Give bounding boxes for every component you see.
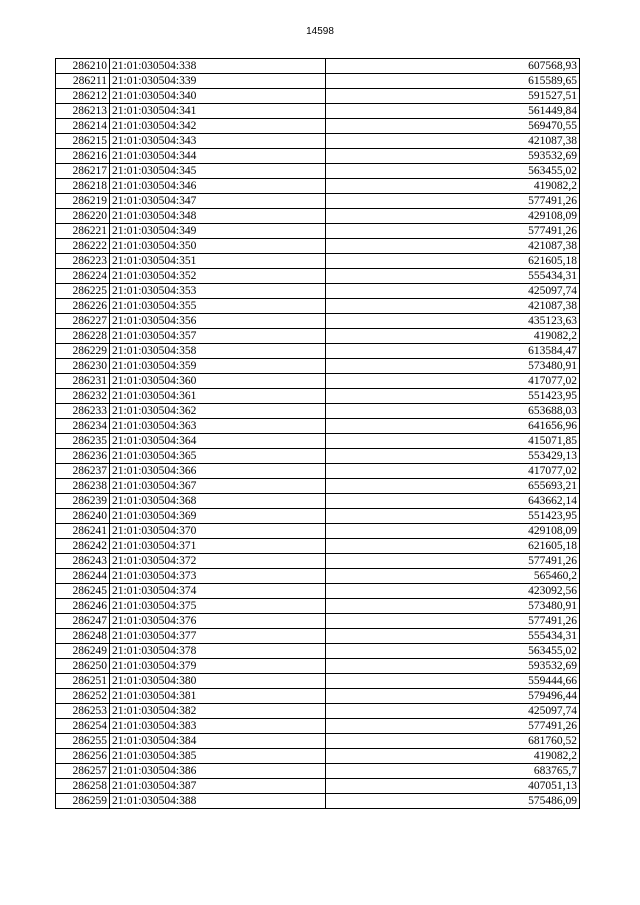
cadastral-value-cell: 551423,95: [326, 389, 580, 404]
table-row: [56, 254, 580, 269]
table-row: [56, 74, 580, 89]
row-number-cell: 286219: [56, 194, 110, 209]
cadastral-number-cell: 21:01:030504:348: [110, 209, 326, 224]
row-number-cell: 286257: [56, 764, 110, 779]
cadastral-number-cell: 21:01:030504:385: [110, 749, 326, 764]
table-row: [56, 449, 580, 464]
table-row: [56, 629, 580, 644]
row-number-cell: 286239: [56, 494, 110, 509]
cadastral-value-cell: 559444,66: [326, 674, 580, 689]
table-row: [56, 569, 580, 584]
cadastral-number-cell: 21:01:030504:387: [110, 779, 326, 794]
cadastral-number-cell: 21:01:030504:353: [110, 284, 326, 299]
cadastral-number-cell: 21:01:030504:345: [110, 164, 326, 179]
row-number-cell: 286248: [56, 629, 110, 644]
cadastral-value-cell: 421087,38: [326, 239, 580, 254]
cadastral-number-cell: 21:01:030504:377: [110, 629, 326, 644]
table-row: [56, 239, 580, 254]
table-row: [56, 599, 580, 614]
row-number-cell: 286234: [56, 419, 110, 434]
cadastral-number-cell: 21:01:030504:360: [110, 374, 326, 389]
row-number-cell: 286258: [56, 779, 110, 794]
cadastral-number-cell: 21:01:030504:376: [110, 614, 326, 629]
row-number-cell: 286227: [56, 314, 110, 329]
table-row: [56, 284, 580, 299]
table-row: [56, 59, 580, 74]
table-body: [56, 59, 580, 809]
cadastral-number-cell: 21:01:030504:361: [110, 389, 326, 404]
table-row: [56, 464, 580, 479]
cadastral-value-cell: 573480,91: [326, 359, 580, 374]
cadastral-value-cell: 643662,14: [326, 494, 580, 509]
cadastral-value-cell: 429108,09: [326, 209, 580, 224]
row-number-cell: 286230: [56, 359, 110, 374]
row-number-cell: 286250: [56, 659, 110, 674]
row-number-cell: 286226: [56, 299, 110, 314]
cadastral-value-cell: 553429,13: [326, 449, 580, 464]
table-row: [56, 794, 580, 809]
row-number-cell: 286253: [56, 704, 110, 719]
cadastral-number-cell: 21:01:030504:338: [110, 59, 326, 74]
cadastral-value-cell: 551423,95: [326, 509, 580, 524]
row-number-cell: 286237: [56, 464, 110, 479]
cadastral-value-cell: 681760,52: [326, 734, 580, 749]
cadastral-value-cell: 419082,2: [326, 749, 580, 764]
cadastral-value-cell: 641656,96: [326, 419, 580, 434]
cadastral-value-cell: 555434,31: [326, 629, 580, 644]
cadastral-value-cell: 607568,93: [326, 59, 580, 74]
cadastral-number-cell: 21:01:030504:375: [110, 599, 326, 614]
table-row: [56, 434, 580, 449]
table-row: [56, 479, 580, 494]
table-row: [56, 344, 580, 359]
row-number-cell: 286212: [56, 89, 110, 104]
table-row: [56, 644, 580, 659]
row-number-cell: 286242: [56, 539, 110, 554]
cadastral-number-cell: 21:01:030504:362: [110, 404, 326, 419]
row-number-cell: 286233: [56, 404, 110, 419]
table-row: [56, 119, 580, 134]
cadastral-value-cell: 417077,02: [326, 374, 580, 389]
row-number-cell: 286211: [56, 74, 110, 89]
table-row: [56, 494, 580, 509]
cadastral-number-cell: 21:01:030504:383: [110, 719, 326, 734]
cadastral-value-cell: 577491,26: [326, 719, 580, 734]
cadastral-number-cell: 21:01:030504:350: [110, 239, 326, 254]
cadastral-number-cell: 21:01:030504:379: [110, 659, 326, 674]
table-row: [56, 734, 580, 749]
cadastral-value-cell: 655693,21: [326, 479, 580, 494]
row-number-cell: 286215: [56, 134, 110, 149]
cadastral-value-cell: 421087,38: [326, 134, 580, 149]
table-row: [56, 419, 580, 434]
row-number-cell: 286249: [56, 644, 110, 659]
table-row: [56, 314, 580, 329]
cadastral-number-cell: 21:01:030504:344: [110, 149, 326, 164]
cadastral-value-cell: 421087,38: [326, 299, 580, 314]
row-number-cell: 286232: [56, 389, 110, 404]
cadastral-value-cell: 565460,2: [326, 569, 580, 584]
cadastral-value-cell: 577491,26: [326, 194, 580, 209]
cadastral-value-cell: 561449,84: [326, 104, 580, 119]
cadastral-number-cell: 21:01:030504:374: [110, 584, 326, 599]
cadastral-value-cell: 621605,18: [326, 254, 580, 269]
cadastral-number-cell: 21:01:030504:352: [110, 269, 326, 284]
row-number-cell: 286229: [56, 344, 110, 359]
cadastral-value-cell: 419082,2: [326, 179, 580, 194]
row-number-cell: 286217: [56, 164, 110, 179]
table-row: [56, 329, 580, 344]
row-number-cell: 286214: [56, 119, 110, 134]
cadastral-value-cell: 573480,91: [326, 599, 580, 614]
cadastral-value-cell: 417077,02: [326, 464, 580, 479]
table-row: [56, 659, 580, 674]
table-row: [56, 404, 580, 419]
cadastral-number-cell: 21:01:030504:380: [110, 674, 326, 689]
table-row: [56, 749, 580, 764]
cadastral-number-cell: 21:01:030504:346: [110, 179, 326, 194]
table-row: [56, 719, 580, 734]
cadastral-number-cell: 21:01:030504:368: [110, 494, 326, 509]
table-row: [56, 614, 580, 629]
row-number-cell: 286255: [56, 734, 110, 749]
cadastral-value-cell: 415071,85: [326, 434, 580, 449]
table-row: [56, 179, 580, 194]
cadastral-number-cell: 21:01:030504:382: [110, 704, 326, 719]
cadastral-number-cell: 21:01:030504:372: [110, 554, 326, 569]
table-row: [56, 164, 580, 179]
cadastral-value-cell: 419082,2: [326, 329, 580, 344]
table-row: [56, 509, 580, 524]
row-number-cell: 286246: [56, 599, 110, 614]
table-row: [56, 299, 580, 314]
cadastral-value-cell: 653688,03: [326, 404, 580, 419]
table-row: [56, 674, 580, 689]
cadastral-number-cell: 21:01:030504:359: [110, 359, 326, 374]
cadastral-number-cell: 21:01:030504:386: [110, 764, 326, 779]
cadastral-number-cell: 21:01:030504:340: [110, 89, 326, 104]
row-number-cell: 286256: [56, 749, 110, 764]
cadastral-number-cell: 21:01:030504:371: [110, 539, 326, 554]
cadastral-value-cell: 577491,26: [326, 614, 580, 629]
row-number-cell: 286213: [56, 104, 110, 119]
cadastral-number-cell: 21:01:030504:365: [110, 449, 326, 464]
cadastral-value-cell: 563455,02: [326, 644, 580, 659]
cadastral-value-cell: 425097,74: [326, 704, 580, 719]
table-row: [56, 704, 580, 719]
cadastral-number-cell: 21:01:030504:347: [110, 194, 326, 209]
table-row: [56, 104, 580, 119]
page-number: 14598: [306, 26, 334, 37]
row-number-cell: 286241: [56, 524, 110, 539]
cadastral-value-table: [55, 58, 580, 809]
cadastral-number-cell: 21:01:030504:355: [110, 299, 326, 314]
row-number-cell: 286243: [56, 554, 110, 569]
table-row: [56, 524, 580, 539]
row-number-cell: 286218: [56, 179, 110, 194]
cadastral-value-cell: 555434,31: [326, 269, 580, 284]
cadastral-value-cell: 613584,47: [326, 344, 580, 359]
table-row: [56, 764, 580, 779]
cadastral-number-cell: 21:01:030504:370: [110, 524, 326, 539]
cadastral-number-cell: 21:01:030504:364: [110, 434, 326, 449]
row-number-cell: 286221: [56, 224, 110, 239]
cadastral-value-cell: 575486,09: [326, 794, 580, 809]
cadastral-number-cell: 21:01:030504:369: [110, 509, 326, 524]
row-number-cell: 286247: [56, 614, 110, 629]
cadastral-value-cell: 577491,26: [326, 554, 580, 569]
table-row: [56, 554, 580, 569]
cadastral-value-cell: 579496,44: [326, 689, 580, 704]
row-number-cell: 286220: [56, 209, 110, 224]
table-row: [56, 224, 580, 239]
cadastral-number-cell: 21:01:030504:357: [110, 329, 326, 344]
cadastral-value-cell: 425097,74: [326, 284, 580, 299]
cadastral-number-cell: 21:01:030504:343: [110, 134, 326, 149]
cadastral-value-cell: 423092,56: [326, 584, 580, 599]
cadastral-number-cell: 21:01:030504:367: [110, 479, 326, 494]
row-number-cell: 286251: [56, 674, 110, 689]
cadastral-number-cell: 21:01:030504:381: [110, 689, 326, 704]
cadastral-number-cell: 21:01:030504:341: [110, 104, 326, 119]
cadastral-number-cell: 21:01:030504:373: [110, 569, 326, 584]
table-row: [56, 209, 580, 224]
cadastral-value-cell: 621605,18: [326, 539, 580, 554]
cadastral-value-cell: 683765,7: [326, 764, 580, 779]
cadastral-value-cell: 577491,26: [326, 224, 580, 239]
table-row: [56, 194, 580, 209]
row-number-cell: 286245: [56, 584, 110, 599]
cadastral-value-cell: 569470,55: [326, 119, 580, 134]
row-number-cell: 286235: [56, 434, 110, 449]
row-number-cell: 286210: [56, 59, 110, 74]
cadastral-number-cell: 21:01:030504:378: [110, 644, 326, 659]
table-row: [56, 134, 580, 149]
row-number-cell: 286252: [56, 689, 110, 704]
cadastral-number-cell: 21:01:030504:356: [110, 314, 326, 329]
row-number-cell: 286224: [56, 269, 110, 284]
row-number-cell: 286222: [56, 239, 110, 254]
table-row: [56, 689, 580, 704]
row-number-cell: 286216: [56, 149, 110, 164]
row-number-cell: 286238: [56, 479, 110, 494]
row-number-cell: 286231: [56, 374, 110, 389]
table-row: [56, 149, 580, 164]
table-row: [56, 779, 580, 794]
table-row: [56, 89, 580, 104]
cadastral-value-cell: 435123,63: [326, 314, 580, 329]
row-number-cell: 286225: [56, 284, 110, 299]
row-number-cell: 286254: [56, 719, 110, 734]
cadastral-number-cell: 21:01:030504:351: [110, 254, 326, 269]
cadastral-value-cell: 593532,69: [326, 149, 580, 164]
cadastral-number-cell: 21:01:030504:384: [110, 734, 326, 749]
cadastral-number-cell: 21:01:030504:342: [110, 119, 326, 134]
table-row: [56, 374, 580, 389]
table-row: [56, 359, 580, 374]
cadastral-number-cell: 21:01:030504:349: [110, 224, 326, 239]
row-number-cell: 286244: [56, 569, 110, 584]
cadastral-number-cell: 21:01:030504:388: [110, 794, 326, 809]
row-number-cell: 286223: [56, 254, 110, 269]
cadastral-value-cell: 591527,51: [326, 89, 580, 104]
cadastral-value-cell: 429108,09: [326, 524, 580, 539]
table-row: [56, 539, 580, 554]
table-row: [56, 389, 580, 404]
cadastral-number-cell: 21:01:030504:363: [110, 419, 326, 434]
cadastral-value-cell: 593532,69: [326, 659, 580, 674]
cadastral-number-cell: 21:01:030504:358: [110, 344, 326, 359]
row-number-cell: 286259: [56, 794, 110, 809]
table-row: [56, 269, 580, 284]
row-number-cell: 286236: [56, 449, 110, 464]
cadastral-number-cell: 21:01:030504:339: [110, 74, 326, 89]
row-number-cell: 286228: [56, 329, 110, 344]
cadastral-value-cell: 563455,02: [326, 164, 580, 179]
row-number-cell: 286240: [56, 509, 110, 524]
table-row: [56, 584, 580, 599]
cadastral-number-cell: 21:01:030504:366: [110, 464, 326, 479]
cadastral-value-cell: 407051,13: [326, 779, 580, 794]
cadastral-value-cell: 615589,65: [326, 74, 580, 89]
